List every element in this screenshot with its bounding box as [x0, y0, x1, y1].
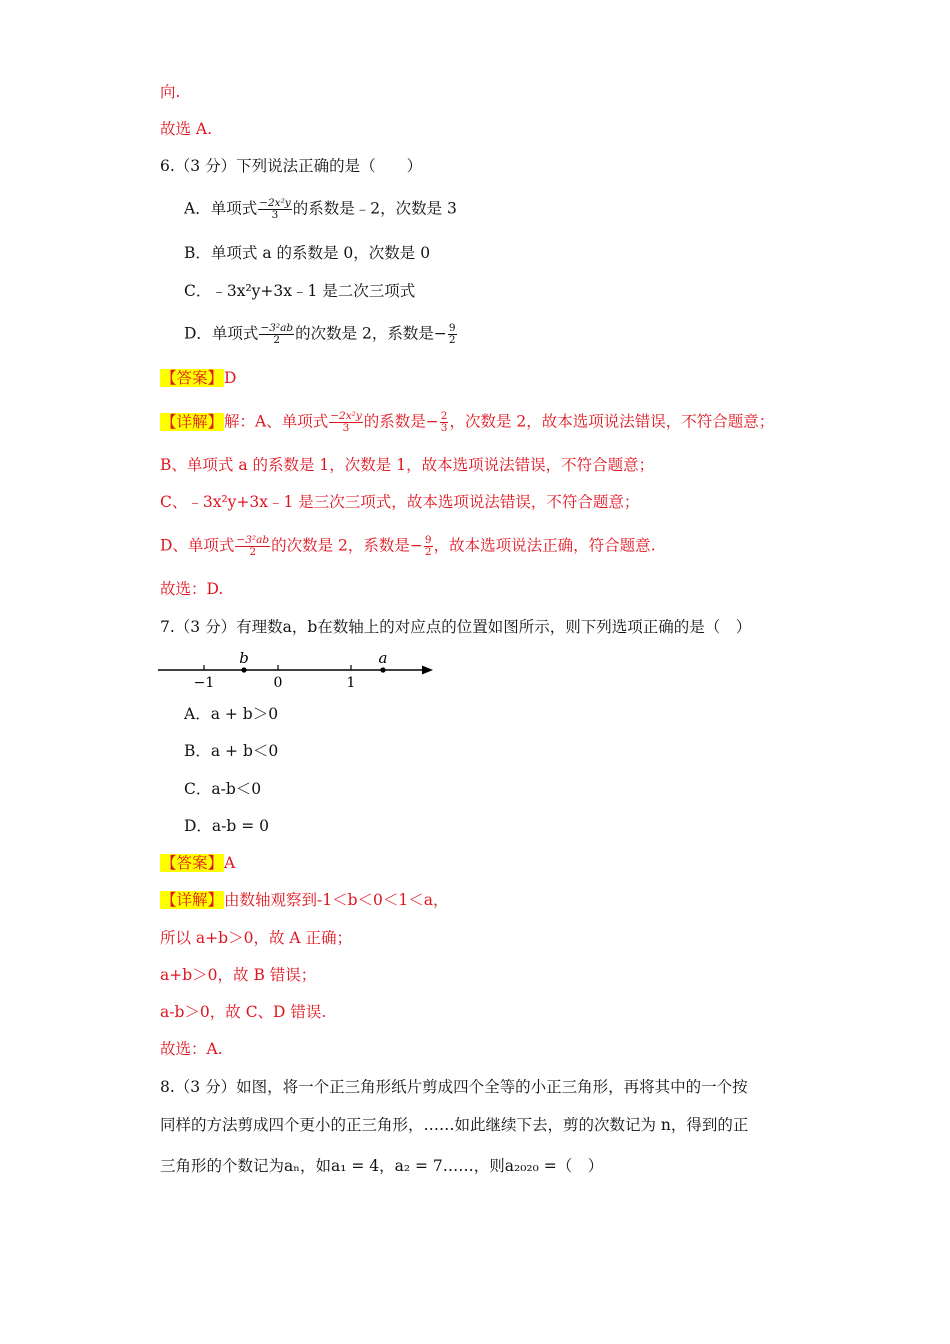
- answer-value: D: [224, 369, 237, 387]
- point-a: [380, 667, 385, 672]
- detail-6d: [160, 535, 656, 558]
- answer-6: [160, 368, 236, 388]
- point-b: [241, 667, 246, 672]
- option-7d: D．a-b = 0: [184, 817, 270, 835]
- fraction-numerator: −3²ab: [260, 322, 294, 334]
- option-6d: [184, 323, 458, 346]
- detail-7e: 故选：A.: [160, 1040, 223, 1058]
- fraction-numerator: −3²ab: [236, 534, 270, 546]
- option-6a: [184, 198, 457, 221]
- answer-value: A: [224, 854, 236, 872]
- tick-label: 0: [273, 675, 283, 690]
- point-label: a: [378, 649, 388, 667]
- number-line-figure: [158, 648, 438, 690]
- detail-text: 由数轴观察到-1＜b＜0＜1＜a，: [224, 891, 449, 909]
- answer-tag: 【答案】: [161, 369, 224, 387]
- detail-text: 的次数是 2，系数是−: [271, 536, 423, 555]
- fraction-numerator: −2x²y: [330, 410, 362, 422]
- option-text: D．单项式: [184, 324, 259, 343]
- fraction: [259, 323, 294, 346]
- question-8-line2: 同样的方法剪成四个更小的正三角形，……如此继续下去，剪的次数记为 n，得到的正: [160, 1116, 749, 1134]
- tick-label: 1: [346, 675, 356, 690]
- text-line: 向.: [160, 83, 181, 101]
- question-8-line1: 8.（3 分）如图，将一个正三角形纸片剪成四个全等的小正三角形，再将其中的一个按: [160, 1078, 748, 1096]
- detail-7d: a-b＞0，故 C、D 错误.: [160, 1003, 327, 1021]
- fraction-denominator: 2: [424, 546, 432, 558]
- detail-text: 的系数是−: [363, 412, 439, 431]
- detail-7c: a+b＞0，故 B 错误；: [160, 966, 317, 984]
- text-line: 故选 A.: [160, 120, 213, 138]
- option-7c: C．a-b＜0: [184, 780, 262, 798]
- fraction-numerator: −2x²y: [259, 197, 291, 209]
- question-8-line3: 三角形的个数记为aₙ，如a₁ = 4，a₂ = 7……，则a₂₀₂₀ =（ ）: [160, 1157, 604, 1175]
- question-6: 6.（3 分）下列说法正确的是（ ）: [160, 157, 423, 175]
- fraction-numerator: 9: [448, 322, 456, 334]
- detail-7b: 所以 a+b＞0，故 A 正确；: [160, 929, 352, 947]
- detail-tag: 【详解】: [161, 412, 224, 431]
- option-text: A．单项式: [184, 199, 258, 218]
- fraction-numerator: 9: [424, 534, 432, 546]
- detail-text: ，故本选项说法正确，符合题意.: [433, 536, 656, 555]
- fraction: [448, 323, 457, 346]
- detail-6a: [160, 411, 774, 434]
- option-6c: C．﹣3x²y+3x﹣1 是二次三项式: [184, 282, 416, 300]
- detail-text: 解：A、单项式: [224, 412, 329, 431]
- detail-tag: 【详解】: [161, 891, 224, 909]
- detail-6c: C、﹣3x²y+3x﹣1 是三次三项式，故本选项说法错误，不符合题意；: [160, 493, 640, 511]
- fraction-numerator: 2: [440, 410, 448, 422]
- fraction-denominator: 3: [271, 209, 279, 221]
- tick-label: −1: [193, 675, 215, 690]
- fraction: [440, 411, 449, 434]
- fraction-denominator: 3: [440, 422, 448, 434]
- fraction-denominator: 2: [249, 546, 257, 558]
- fraction: [235, 535, 270, 558]
- fraction: [329, 411, 363, 434]
- answer-7: [160, 853, 235, 873]
- detail-text: ，次数是 2，故本选项说法错误，不符合题意；: [449, 412, 775, 431]
- arrow-head-icon: [422, 666, 433, 675]
- question-7: 7.（3 分）有理数a，b在数轴上的对应点的位置如图所示，则下列选项正确的是（ ）: [160, 618, 752, 636]
- detail-text: D、单项式: [160, 536, 235, 555]
- fraction: [424, 535, 433, 558]
- detail-7a: [160, 890, 449, 910]
- answer-tag: 【答案】: [161, 854, 224, 872]
- detail-6b: B、单项式 a 的系数是 1，次数是 1，故本选项说法错误，不符合题意；: [160, 456, 655, 474]
- fraction-denominator: 3: [342, 422, 350, 434]
- fraction-denominator: 2: [273, 334, 281, 346]
- option-7b: B．a + b＜0: [184, 742, 279, 760]
- fraction: [258, 198, 292, 221]
- fraction-denominator: 2: [448, 334, 456, 346]
- option-7a: A．a + b＞0: [184, 705, 279, 723]
- option-text: 的次数是 2，系数是−: [295, 324, 447, 343]
- detail-6e: 故选：D.: [160, 580, 224, 598]
- option-6b: B．单项式 a 的系数是 0，次数是 0: [184, 244, 431, 262]
- option-text: 的系数是﹣2，次数是 3: [292, 199, 457, 218]
- point-label: b: [239, 649, 249, 667]
